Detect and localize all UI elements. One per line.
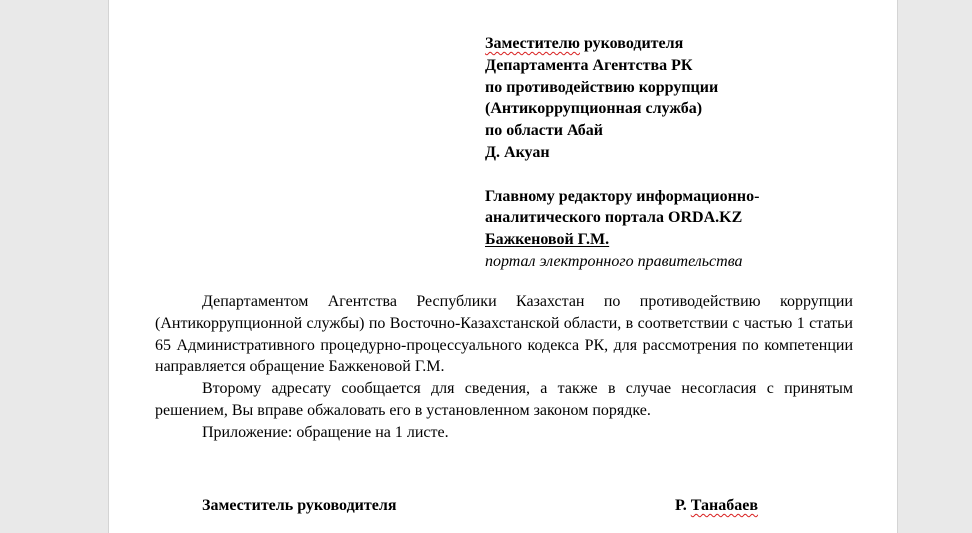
addressee-name: Бажкеновой Г.М.	[485, 231, 610, 249]
addressee-line: (Антикоррупционная служба)	[485, 100, 703, 118]
addressee-block	[485, 33, 885, 273]
addressee-line: по противодействию коррупции	[485, 78, 719, 96]
addressee-line	[485, 229, 885, 251]
addressee-line: Главному редактору информационно-	[485, 187, 760, 205]
addressee-line: по области Абай	[485, 122, 603, 140]
addressee-line: Департамента Агентства РК	[485, 56, 693, 74]
body-paragraph: Второму адресату сообщается для сведения, а также в случае несогласия с принятым решением, Вы вправе обжаловать его в установленном законом порядке.	[155, 380, 853, 419]
addressee-line: Заместителю руководителя	[485, 35, 684, 52]
attachment-note: Приложение: обращение на 1 листе.	[202, 423, 449, 441]
spellcheck-word: Танабаев	[690, 497, 759, 514]
addressee-line: Д. Акуан	[485, 143, 550, 161]
delivery-channel: портал электронного правительства	[485, 252, 743, 270]
body-paragraph: Департаментом Агентства Республики Казахстан по противодействию коррупции (Антикоррупционной службы) по Восточно-Казахстанской области, в соответствии с частью 1 статьи 65 Административного процедурно-процессуального кодекса РК, для рассмотрения по компетенции направляется обращение Бажкеновой Г.М.	[155, 293, 853, 376]
addressee-line: аналитического портала ORDA.KZ	[485, 209, 743, 227]
spellcheck-word: Заместителю	[485, 35, 580, 52]
letter-body	[155, 291, 853, 444]
document-page	[108, 0, 898, 533]
signatory-name: Р. Танабаев	[675, 497, 759, 514]
signatory-position: Заместитель руководителя	[202, 497, 397, 514]
